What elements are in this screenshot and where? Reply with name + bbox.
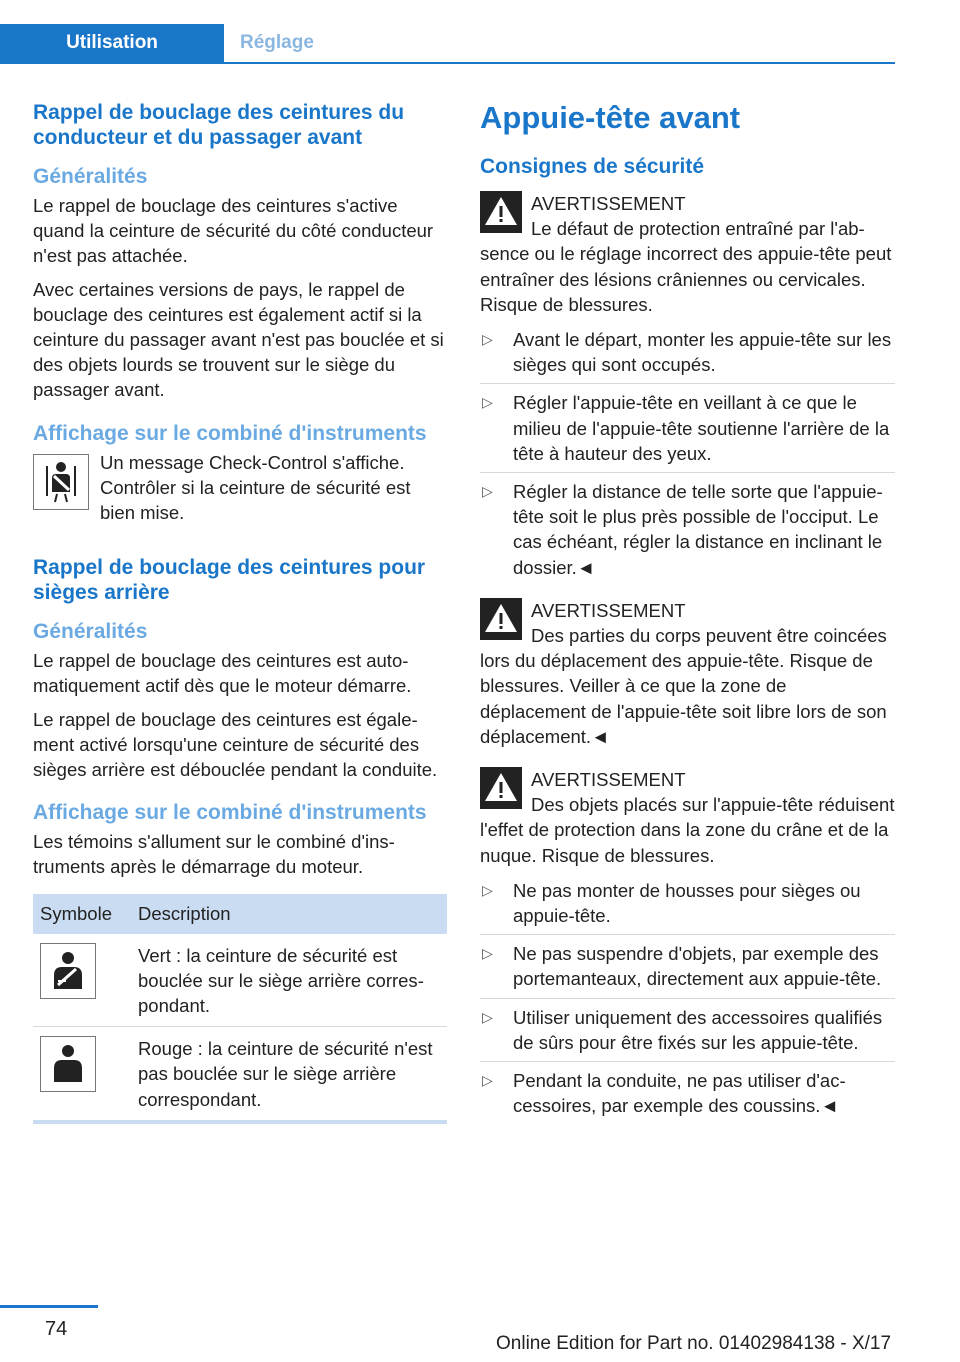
bullet-list [480, 878, 895, 1125]
heading-instrument-display: Affichage sur le combiné d'instruments [33, 421, 427, 445]
paragraph: Le rappel de bouclage des ceintures s'active quand la ceinture de sécurité du côté conducteur n'est pas attachée. [33, 195, 434, 267]
heading-instrument-display: Affichage sur le combiné d'instruments [33, 801, 427, 825]
warning-label: AVERTISSEMENT [531, 193, 686, 214]
edition-note: Online Edition for Part no. 01402984138 - X/17 [496, 1333, 892, 1354]
warning-text: Le défaut de protection entraîné par l'absence ou le réglage incorrect des appuie-tête peut entraîner des lésions crâniennes ou cervicales. Risque de blessures. [480, 218, 892, 315]
chapter-tabs [0, 0, 895, 64]
heading-general: Généralités [33, 620, 148, 644]
triangle-bullet-icon: ▷ [482, 1072, 493, 1089]
tab-utilisation[interactable]: Utilisation [0, 24, 224, 62]
check-control-note [33, 450, 447, 526]
list-item: ▷ Régler la distance de telle sorte que l'appuie-tête soit le plus près possible de l'occiput. Le cas échéant, régler la distance en inclinant le dossier.◄ [482, 481, 883, 578]
section-title-front-belt-reminder: Rappel de bouclage des ceintures du conducteur et du passager avant [33, 101, 405, 149]
triangle-bullet-icon: ▷ [482, 1008, 493, 1025]
table-header-row [33, 894, 447, 934]
bullet-list [480, 327, 895, 586]
heading-general: Généralités [33, 165, 148, 188]
section-title-rear-belt-reminder: Rappel de bouclage des ceintures pour sièges arrière [33, 556, 426, 605]
tab-reglage[interactable]: Réglage [240, 32, 314, 53]
paragraph: Avec certaines versions de pays, le rappel de bouclage des ceintures est également actif si la ceinture du passager avant n'est pas bouclée et si des objets lourds se trouvent sur le siège du passager avant. [33, 278, 444, 401]
list-item: ▷ Avant le départ, monter les appuie-tête sur les sièges qui sont occupés. [480, 327, 895, 384]
table-row [33, 1027, 447, 1122]
warning-text: Des objets placés sur l'appuie-tête réduisent l'effet de protection dans la zone du crâne et de la nuque. Risque de blessures. [480, 794, 895, 866]
warning-block [480, 598, 895, 749]
paragraph: Un message Check-Control s'affiche. Contrôler si la ceinture de sécurité est bien mise. [100, 451, 411, 524]
table-row [33, 934, 447, 1027]
warning-text: Des parties du corps peuvent être coincées lors du déplacement des appuie-tête. Risque de blessures. Veiller à ce que la zone de déplacement de l'appuie-tête soit libre lors de son déplacement.◄ [480, 625, 887, 747]
seatbelt-unfastened-icon [40, 1036, 96, 1092]
triangle-bullet-icon: ▷ [482, 394, 493, 411]
triangle-bullet-icon: ▷ [482, 483, 493, 500]
left-column [33, 100, 447, 1124]
heading-safety: Consignes de sécurité [480, 155, 705, 178]
seatbelt-warning-icon [33, 454, 89, 510]
warning-block [480, 191, 895, 317]
symbol-table [33, 894, 447, 1124]
list-item: ▷ Ne pas monter de housses pour sièges ou appuie-tête. [480, 878, 895, 935]
warning-triangle-icon [480, 767, 522, 809]
triangle-bullet-icon: ▷ [482, 331, 493, 348]
list-item: ▷ Utiliser uniquement des accessoires qualifiés de sûrs pour être fixés sur les appuie-tête. [480, 1005, 895, 1062]
footer-rule [0, 1305, 98, 1308]
warning-triangle-icon [480, 191, 522, 233]
paragraph: Le rappel de bouclage des ceintures est automatiquement actif dès que le moteur démarre. [33, 650, 412, 697]
page-number: 74 [45, 1318, 68, 1340]
triangle-bullet-icon: ▷ [482, 881, 493, 898]
warning-block [480, 767, 895, 868]
triangle-bullet-icon: ▷ [482, 945, 493, 962]
seatbelt-fastened-icon [40, 943, 96, 999]
warning-label: AVERTISSEMENT [531, 769, 686, 791]
row-description: Rouge : la ceinture de sécurité n'est pas bouclée sur le siège arrière correspondant. [131, 1027, 447, 1122]
column-header-symbol: Symbole [33, 894, 131, 934]
page-title: Appuie-tête avant [480, 100, 741, 135]
list-item: ▷ Pendant la conduite, ne pas utiliser d'accessoires, par exemple des coussins.◄ [482, 1070, 846, 1117]
paragraph: Le rappel de bouclage des ceintures est également activé lorsqu'une ceinture de sécurité des sièges arrière est débouclée pendant la conduite. [33, 708, 438, 781]
column-header-description: Description [131, 894, 447, 934]
list-item: ▷ Ne pas suspendre d'objets, par exemple des portemanteaux, directement aux appuie-tête. [480, 941, 895, 998]
warning-label: AVERTISSEMENT [531, 599, 686, 621]
row-description: Vert : la ceinture de sécurité est bouclée sur le siège arrière correspondant. [131, 934, 447, 1027]
right-column [480, 100, 895, 1137]
warning-triangle-icon [480, 598, 522, 640]
list-item: ▷ Régler l'appuie-tête en veillant à ce que le milieu de l'appuie-tête soutienne l'arrière de la tête à hauteur des yeux. [480, 390, 895, 473]
paragraph: Les témoins s'allument sur le combiné d'instruments après le démarrage du moteur. [33, 831, 395, 878]
